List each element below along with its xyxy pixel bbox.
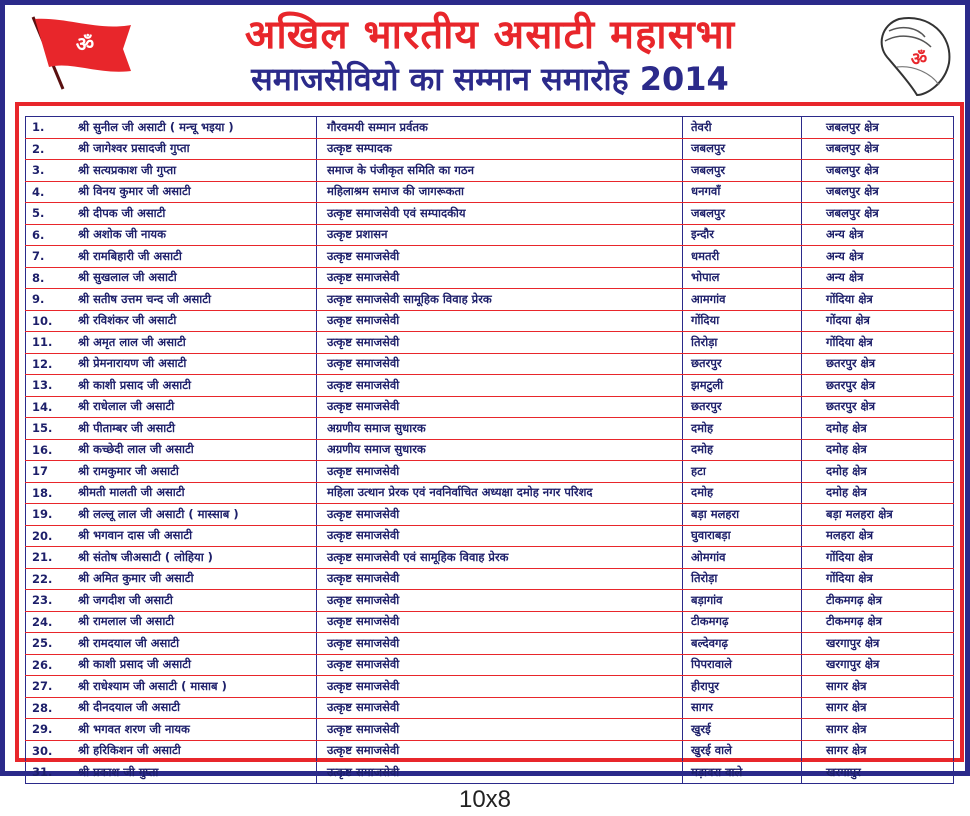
row-number: 27. bbox=[26, 676, 71, 698]
row-number: 31. bbox=[26, 762, 71, 784]
award-title: अग्रणीय समाज सुधारक bbox=[317, 439, 683, 461]
place-name: भोपाल bbox=[683, 267, 802, 289]
award-title: उत्कृष्ट समाजसेवी bbox=[317, 676, 683, 698]
row-number: 23. bbox=[26, 590, 71, 612]
region-name: दमोह क्षेत्र bbox=[802, 418, 954, 440]
award-title: उत्कृष्ट समाजसेवी bbox=[317, 590, 683, 612]
award-title: उत्कृष्ट समाजसेवी bbox=[317, 504, 683, 526]
table-row bbox=[26, 396, 954, 418]
honoree-name: श्री काशी प्रसाद जी असाटी bbox=[70, 654, 317, 676]
region-name: जबलपुर क्षेत्र bbox=[802, 117, 954, 139]
award-title: उत्कृष्ट समाजसेवी bbox=[317, 461, 683, 483]
place-name: तिरोड़ा bbox=[683, 332, 802, 354]
region-name: गोंदिया क्षेत्र bbox=[802, 568, 954, 590]
place-name: बल्देवगढ़ bbox=[683, 633, 802, 655]
award-title: उत्कृष्ट समाजसेवी bbox=[317, 611, 683, 633]
region-name: सागर क्षेत्र bbox=[802, 719, 954, 741]
row-number: 20. bbox=[26, 525, 71, 547]
honoree-name: श्री राधेलाल जी असाटी bbox=[70, 396, 317, 418]
region-name: खरगापुर क्षेत्र bbox=[802, 654, 954, 676]
honoree-name: श्री जगदीश जी असाटी bbox=[70, 590, 317, 612]
row-number: 19. bbox=[26, 504, 71, 526]
row-number: 17 bbox=[26, 461, 71, 483]
place-name: पिपरावाले bbox=[683, 654, 802, 676]
region-name: गोंदया क्षेत्र bbox=[802, 310, 954, 332]
honoree-table-frame bbox=[15, 102, 964, 780]
award-title: उत्कृष्ट समाजसेवी bbox=[317, 633, 683, 655]
row-number: 30. bbox=[26, 740, 71, 762]
region-name: गोंदिया क्षेत्र bbox=[802, 289, 954, 311]
table-row bbox=[26, 160, 954, 182]
region-name: सागर क्षेत्र bbox=[802, 740, 954, 762]
place-name: बड़ा मलहरा bbox=[683, 504, 802, 526]
place-name: खुरई bbox=[683, 719, 802, 741]
place-name: धमतरी bbox=[683, 246, 802, 268]
table-row bbox=[26, 461, 954, 483]
honoree-name: श्री रामलाल जी असाटी bbox=[70, 611, 317, 633]
size-label: 10x8 bbox=[458, 786, 512, 813]
honoree-name: श्री भगवत शरण जी नायक bbox=[70, 719, 317, 741]
honoree-name: श्री रामदयाल जी असाटी bbox=[70, 633, 317, 655]
award-title: उत्कृष्ट समाजसेवी एवं सम्पादकीय bbox=[317, 203, 683, 225]
row-number: 29. bbox=[26, 719, 71, 741]
award-title: उत्कृष्ट समाजसेवी bbox=[317, 525, 683, 547]
row-number: 28. bbox=[26, 697, 71, 719]
place-name: मड़ावरा वाले bbox=[683, 762, 802, 784]
region-name: दमोह क्षेत्र bbox=[802, 439, 954, 461]
award-title: उत्कृष्ट सम्पादक bbox=[317, 138, 683, 160]
region-name: छतरपुर क्षेत्र bbox=[802, 396, 954, 418]
row-number: 12. bbox=[26, 353, 71, 375]
region-name: मलहरा क्षेत्र bbox=[802, 525, 954, 547]
award-title: उत्कृष्ट प्रशासन bbox=[317, 224, 683, 246]
table-row bbox=[26, 568, 954, 590]
row-number: 25. bbox=[26, 633, 71, 655]
row-number: 7. bbox=[26, 246, 71, 268]
region-name: दमोह क्षेत्र bbox=[802, 461, 954, 483]
honoree-name: श्री दीनदयाल जी असाटी bbox=[70, 697, 317, 719]
table-row bbox=[26, 418, 954, 440]
honoree-name: श्री कच्छेदी लाल जी असाटी bbox=[70, 439, 317, 461]
place-name: जबलपुर bbox=[683, 160, 802, 182]
place-name: गोंदिया bbox=[683, 310, 802, 332]
place-name: दमोह bbox=[683, 418, 802, 440]
region-name: टीकमगढ़ क्षेत्र bbox=[802, 611, 954, 633]
table-row bbox=[26, 117, 954, 139]
table-row bbox=[26, 181, 954, 203]
row-number: 24. bbox=[26, 611, 71, 633]
place-name: घुवाराबड़ा bbox=[683, 525, 802, 547]
region-name: जबलपुर क्षेत्र bbox=[802, 160, 954, 182]
place-name: तेवरी bbox=[683, 117, 802, 139]
table-row bbox=[26, 224, 954, 246]
place-name: छतरपुर bbox=[683, 396, 802, 418]
table-row bbox=[26, 697, 954, 719]
row-number: 18. bbox=[26, 482, 71, 504]
award-title: अग्रणीय समाज सुधारक bbox=[317, 418, 683, 440]
honoree-name: श्री विनय कुमार जी असाटी bbox=[70, 181, 317, 203]
row-number: 11. bbox=[26, 332, 71, 354]
row-number: 22. bbox=[26, 568, 71, 590]
region-name: खरगापुर bbox=[802, 762, 954, 784]
region-name: छतरपुर क्षेत्र bbox=[802, 353, 954, 375]
honoree-name: श्री जागेश्वर प्रसादजी गुप्ता bbox=[70, 138, 317, 160]
honoree-name: श्री प्रकाश जी गुप्ता bbox=[70, 762, 317, 784]
place-name: बड़ागांव bbox=[683, 590, 802, 612]
place-name: जबलपुर bbox=[683, 203, 802, 225]
region-name: गोंदिया क्षेत्र bbox=[802, 332, 954, 354]
region-name: सागर क्षेत्र bbox=[802, 697, 954, 719]
table-row bbox=[26, 439, 954, 461]
row-number: 6. bbox=[26, 224, 71, 246]
award-title: उत्कृष्ट समाजसेवी bbox=[317, 267, 683, 289]
table-row bbox=[26, 762, 954, 784]
table-row bbox=[26, 676, 954, 698]
region-name: अन्य क्षेत्र bbox=[802, 267, 954, 289]
award-title: उत्कृष्ट समाजसेवी bbox=[317, 568, 683, 590]
honoree-name: श्री रामबिहारी जी असाटी bbox=[70, 246, 317, 268]
honoree-name: श्री सत्यप्रकाश जी गुप्ता bbox=[70, 160, 317, 182]
region-name: खरगापुर क्षेत्र bbox=[802, 633, 954, 655]
table-row bbox=[26, 740, 954, 762]
shell-om-symbol: ॐ bbox=[910, 49, 928, 70]
honoree-name: श्री अमित कुमार जी असाटी bbox=[70, 568, 317, 590]
honoree-name: श्री रामकुमार जी असाटी bbox=[70, 461, 317, 483]
place-name: हीरापुर bbox=[683, 676, 802, 698]
place-name: जबलपुर bbox=[683, 138, 802, 160]
region-name: जबलपुर क्षेत्र bbox=[802, 138, 954, 160]
table-row bbox=[26, 332, 954, 354]
award-title: उत्कृष्ट समाजसेवी bbox=[317, 697, 683, 719]
honoree-name: श्री हरिकिशन जी असाटी bbox=[70, 740, 317, 762]
page-subtitle: समाजसेवियो का सम्मान समारोह 2014 bbox=[251, 60, 729, 98]
award-title: महिला उत्थान प्रेरक एवं नवनिर्वाचित अध्यक्षा दमोह नगर परिशद bbox=[317, 482, 683, 504]
region-name: छतरपुर क्षेत्र bbox=[802, 375, 954, 397]
row-number: 15. bbox=[26, 418, 71, 440]
honoree-table bbox=[25, 116, 954, 784]
honoree-name: श्री प्रेमनारायण जी असाटी bbox=[70, 353, 317, 375]
row-number: 21. bbox=[26, 547, 71, 569]
place-name: हटा bbox=[683, 461, 802, 483]
table-row bbox=[26, 590, 954, 612]
region-name: टीकमगढ़ क्षेत्र bbox=[802, 590, 954, 612]
table-row bbox=[26, 203, 954, 225]
table-row bbox=[26, 633, 954, 655]
table-row bbox=[26, 246, 954, 268]
honoree-name: श्रीमती मालती जी असाटी bbox=[70, 482, 317, 504]
table-row bbox=[26, 375, 954, 397]
award-title: उत्कृष्ट समाजसेवी bbox=[317, 375, 683, 397]
place-name: सागर bbox=[683, 697, 802, 719]
award-title: उत्कृष्ट समाजसेवी bbox=[317, 762, 683, 784]
place-name: धनगवाँ bbox=[683, 181, 802, 203]
table-row bbox=[26, 353, 954, 375]
region-name: गोंदिया क्षेत्र bbox=[802, 547, 954, 569]
region-name: अन्य क्षेत्र bbox=[802, 224, 954, 246]
honoree-name: श्री काशी प्रसाद जी असाटी bbox=[70, 375, 317, 397]
table-row bbox=[26, 138, 954, 160]
table-row bbox=[26, 482, 954, 504]
place-name: आमगांव bbox=[683, 289, 802, 311]
row-number: 2. bbox=[26, 138, 71, 160]
award-title: महिलाश्रम समाज की जागरूकता bbox=[317, 181, 683, 203]
table-row bbox=[26, 547, 954, 569]
honoree-name: श्री अमृत लाल जी असाटी bbox=[70, 332, 317, 354]
place-name: ओमगांव bbox=[683, 547, 802, 569]
region-name: सागर क्षेत्र bbox=[802, 676, 954, 698]
row-number: 9. bbox=[26, 289, 71, 311]
region-name: अन्य क्षेत्र bbox=[802, 246, 954, 268]
row-number: 13. bbox=[26, 375, 71, 397]
region-name: जबलपुर क्षेत्र bbox=[802, 181, 954, 203]
table-row bbox=[26, 504, 954, 526]
award-title: उत्कृष्ट समाजसेवी bbox=[317, 310, 683, 332]
honoree-name: श्री भगवान दास जी असाटी bbox=[70, 525, 317, 547]
honoree-name: श्री अशोक जी नायक bbox=[70, 224, 317, 246]
row-number: 26. bbox=[26, 654, 71, 676]
page-title: अखिल भारतीय असाटी महासभा bbox=[244, 12, 736, 58]
flag-om-symbol: ॐ bbox=[75, 32, 95, 56]
honoree-name: श्री दीपक जी असाटी bbox=[70, 203, 317, 225]
place-name: दमोह bbox=[683, 439, 802, 461]
region-name: जबलपुर क्षेत्र bbox=[802, 203, 954, 225]
row-number: 5. bbox=[26, 203, 71, 225]
award-title: उत्कृष्ट समाजसेवी bbox=[317, 332, 683, 354]
award-title: उत्कृष्ट समाजसेवी bbox=[317, 396, 683, 418]
honoree-name: श्री सतीष उत्तम चन्द जी असाटी bbox=[70, 289, 317, 311]
honoree-name: श्री संतोष जीअसाटी ( लोहिया ) bbox=[70, 547, 317, 569]
honoree-name: श्री सुखलाल जी असाटी bbox=[70, 267, 317, 289]
award-title: उत्कृष्ट समाजसेवी bbox=[317, 719, 683, 741]
honoree-name: श्री पीताम्बर जी असाटी bbox=[70, 418, 317, 440]
award-title: उत्कृष्ट समाजसेवी bbox=[317, 246, 683, 268]
honoree-name: श्री राधेश्याम जी असाटी ( मासाब ) bbox=[70, 676, 317, 698]
award-title: उत्कृष्ट समाजसेवी bbox=[317, 353, 683, 375]
row-number: 10. bbox=[26, 310, 71, 332]
award-title: उत्कृष्ट समाजसेवी सामूहिक विवाह प्रेरक bbox=[317, 289, 683, 311]
place-name: खुरई वाले bbox=[683, 740, 802, 762]
conch-shell-icon bbox=[869, 11, 957, 99]
place-name: झमटुली bbox=[683, 375, 802, 397]
table-row bbox=[26, 267, 954, 289]
row-number: 1. bbox=[26, 117, 71, 139]
table-row bbox=[26, 654, 954, 676]
place-name: इन्दौर bbox=[683, 224, 802, 246]
region-name: बड़ा मलहरा क्षेत्र bbox=[802, 504, 954, 526]
table-row bbox=[26, 611, 954, 633]
table-row bbox=[26, 719, 954, 741]
region-name: दमोह क्षेत्र bbox=[802, 482, 954, 504]
place-name: टीकमगढ़ bbox=[683, 611, 802, 633]
award-title: गौरवमयी सम्मान प्रर्वतक bbox=[317, 117, 683, 139]
honoree-name: श्री लल्लू लाल जी असाटी ( मास्साब ) bbox=[70, 504, 317, 526]
award-title: उत्कृष्ट समाजसेवी एवं सामूहिक विवाह प्रेरक bbox=[317, 547, 683, 569]
award-title: उत्कृष्ट समाजसेवी bbox=[317, 654, 683, 676]
place-name: दमोह bbox=[683, 482, 802, 504]
row-number: 14. bbox=[26, 396, 71, 418]
place-name: छतरपुर bbox=[683, 353, 802, 375]
row-number: 3. bbox=[26, 160, 71, 182]
row-number: 8. bbox=[26, 267, 71, 289]
table-row bbox=[26, 525, 954, 547]
award-title: उत्कृष्ट समाजसेवी bbox=[317, 740, 683, 762]
place-name: तिरोड़ा bbox=[683, 568, 802, 590]
row-number: 4. bbox=[26, 181, 71, 203]
table-row bbox=[26, 310, 954, 332]
row-number: 16. bbox=[26, 439, 71, 461]
table-row bbox=[26, 289, 954, 311]
honoree-name: श्री रविशंकर जी असाटी bbox=[70, 310, 317, 332]
honoree-name: श्री सुनील जी असाटी ( मन्चू भइया ) bbox=[70, 117, 317, 139]
award-title: समाज के पंजीकृत समिति का गठन bbox=[317, 160, 683, 182]
